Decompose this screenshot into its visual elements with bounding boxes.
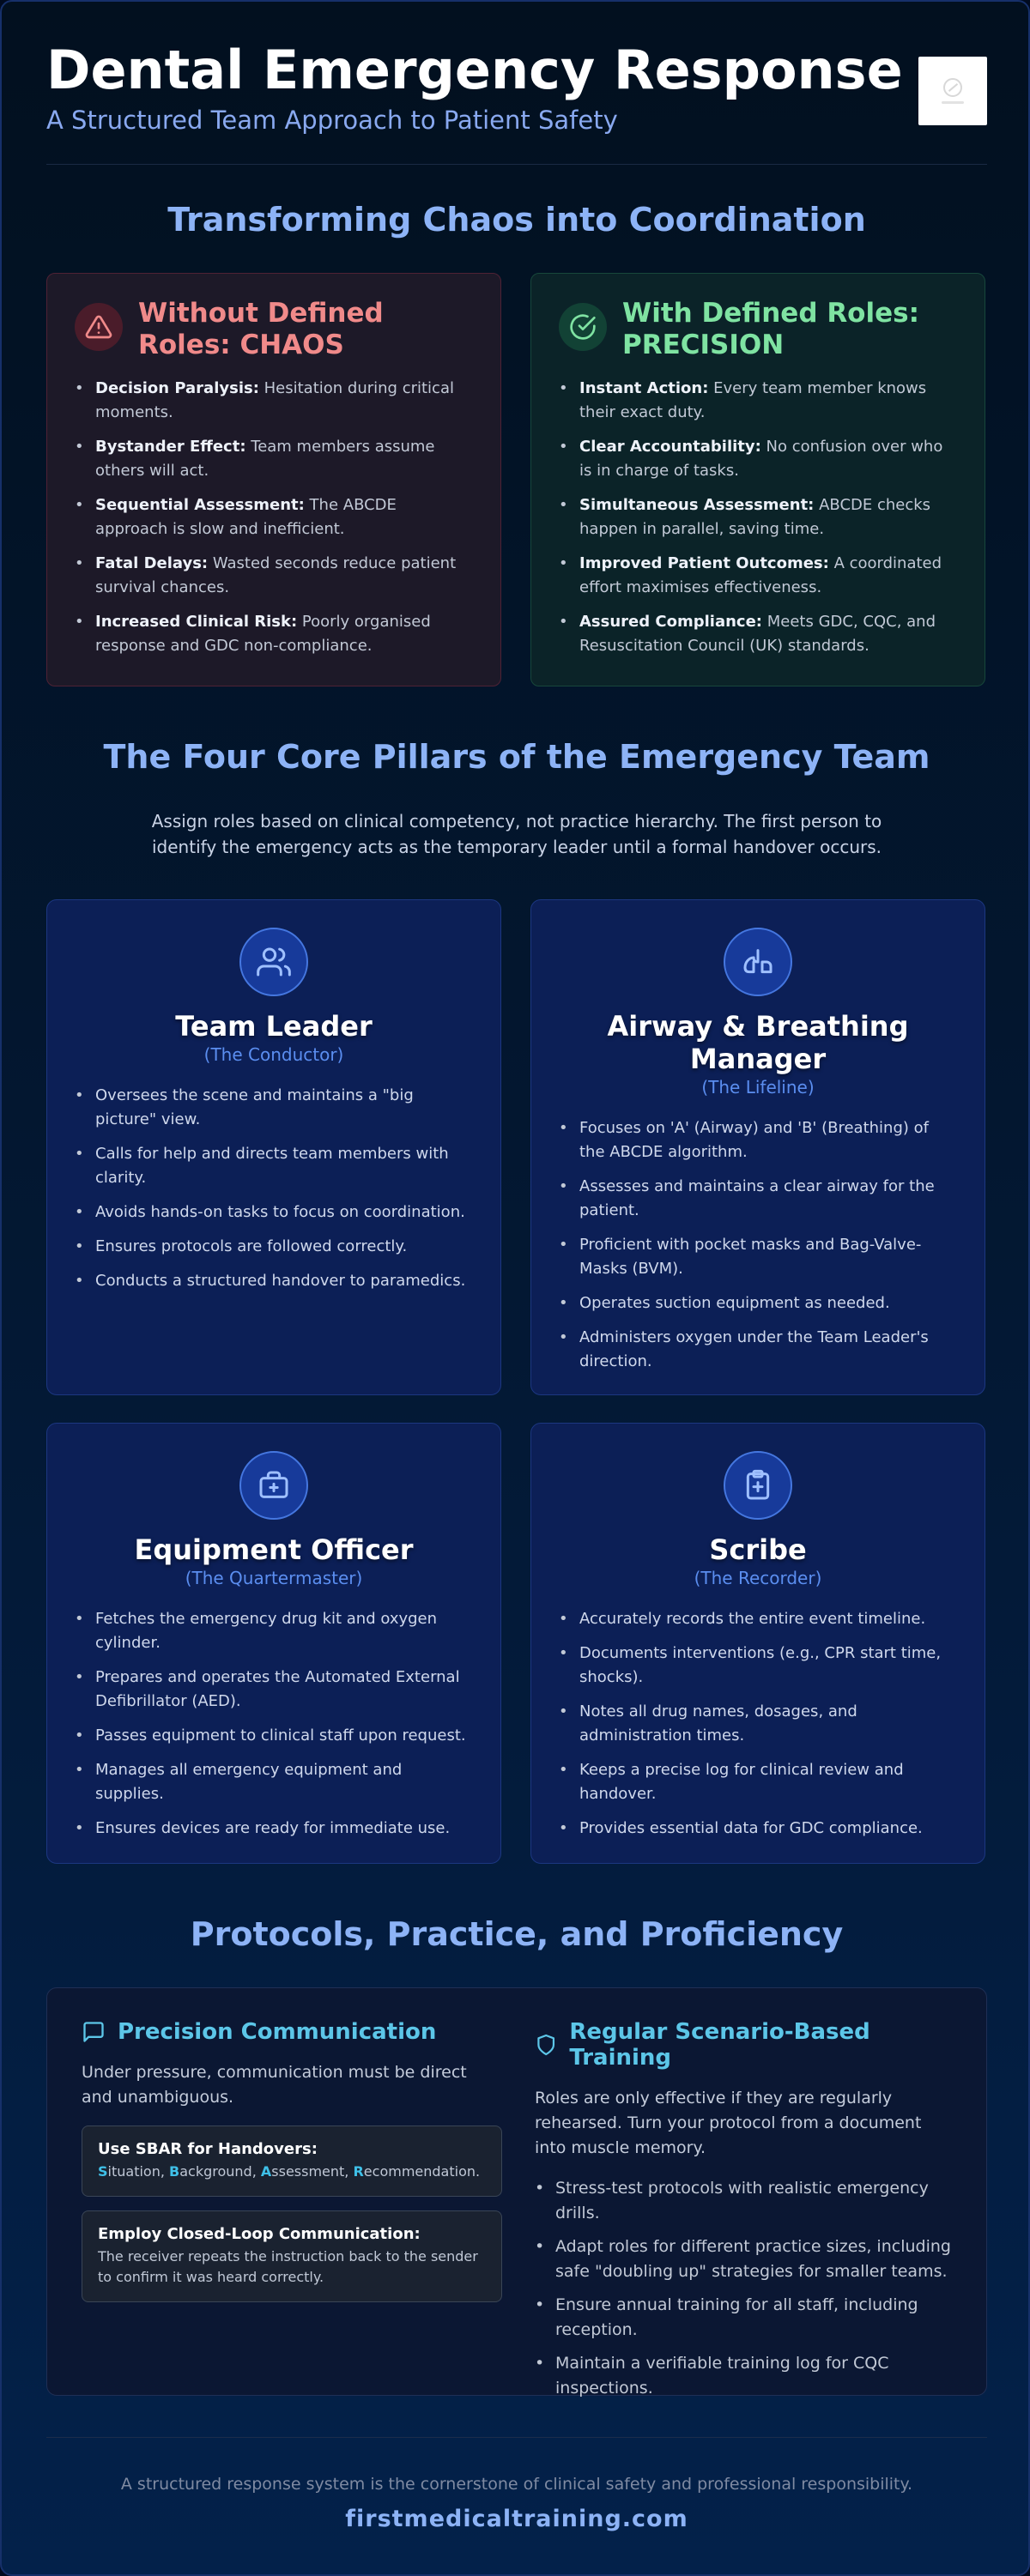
sbar-text: Situation, Background, Assessment, Recommendation. (98, 2163, 481, 2180)
role-subtitle: (The Recorder) (694, 1568, 822, 1588)
list-item: • Notes all drug names, dosages, and administration times. (559, 1700, 957, 1748)
role-duties-list (75, 1084, 473, 1293)
sbar-title: Use SBAR for Handovers: (98, 2140, 318, 2158)
warning-triangle-icon (75, 303, 123, 351)
communication-title: Precision Communication (118, 2019, 437, 2045)
role-duties-list (75, 1607, 473, 1841)
header (46, 39, 987, 165)
list-item: • Conducts a structured handover to paramedics. (75, 1269, 473, 1293)
role-title: Scribe (709, 1533, 807, 1566)
check-circle-icon (559, 303, 607, 351)
training-column (535, 2019, 955, 2410)
closed-loop-box (82, 2210, 502, 2302)
with-roles-title: With Defined Roles: PRECISION (622, 298, 919, 360)
role-subtitle: (The Conductor) (203, 1044, 344, 1065)
list-item: • Clear Accountability: No confusion over who is in charge of tasks. (559, 435, 957, 483)
closed-loop-title: Employ Closed-Loop Communication: (98, 2225, 421, 2243)
list-item: • Oversees the scene and maintains a "big picture" view. (75, 1084, 473, 1132)
list-item: • Decision Paralysis: Hesitation during critical moments. (75, 377, 473, 425)
logo-mark-icon (943, 78, 962, 97)
section-title-protocols: Protocols, Practice, and Proficiency (190, 1915, 844, 1953)
list-item: • Assesses and maintains a clear airway for the patient. (559, 1175, 957, 1223)
list-item: • Calls for help and directs team members with clarity. (75, 1142, 473, 1190)
training-list (535, 2176, 955, 2401)
list-item: • Ensures protocols are followed correctly. (75, 1235, 473, 1259)
clipboard-plus-icon (724, 1451, 792, 1520)
list-item: • Fetches the emergency drug kit and oxygen cylinder. (75, 1607, 473, 1655)
list-item: • Documents interventions (e.g., CPR start time, shocks). (559, 1642, 957, 1690)
sbar-box (82, 2126, 502, 2197)
list-item: • Simultaneous Assessment: ABCDE checks happen in parallel, saving time. (559, 493, 957, 541)
role-duties-list (559, 1607, 957, 1841)
list-item: • Avoids hands-on tasks to focus on coordination. (75, 1200, 473, 1225)
training-text: Roles are only effective if they are regularly rehearsed. Turn your protocol from a document into muscle memory. (535, 2089, 922, 2157)
list-item: • Fatal Delays: Wasted seconds reduce patient survival chances. (75, 552, 473, 600)
list-item: • Adapt roles for different practice sizes, including safe "doubling up" strategies for smaller teams. (535, 2234, 955, 2284)
medical-briefcase-icon (239, 1451, 308, 1520)
with-roles-list (559, 377, 957, 658)
footer-link[interactable]: firstmedicaltraining.com (345, 2506, 688, 2532)
communication-column (82, 2019, 502, 2316)
list-item: • Keeps a precise log for clinical review and handover. (559, 1758, 957, 1806)
role-subtitle: (The Quartermaster) (185, 1568, 363, 1588)
role-title: Airway & Breathing Manager (607, 1010, 909, 1075)
protocols-panel (46, 1987, 987, 2396)
communication-text: Under pressure, communication must be direct and unambiguous. (82, 2063, 467, 2107)
pillars-intro: Assign roles based on clinical competency, not practice hierarchy. The first person to identify the emergency acts as the temporary leader until a formal handover occurs. (151, 811, 882, 857)
list-item: • Proficient with pocket masks and Bag-Valve-Masks (BVM). (559, 1233, 957, 1281)
footer-divider (46, 2437, 987, 2438)
list-item: • Administers oxygen under the Team Leader's direction. (559, 1326, 957, 1374)
list-item: • Ensure annual training for all staff, including reception. (535, 2293, 955, 2343)
section-title-coordination: Transforming Chaos into Coordination (167, 201, 866, 239)
training-heading (535, 2019, 955, 2071)
list-item: • Provides essential data for GDC compliance. (559, 1817, 957, 1841)
without-roles-card (46, 273, 501, 686)
list-item: • Instant Action: Every team member knows their exact duty. (559, 377, 957, 425)
role-card-equipment-officer (46, 1423, 501, 1864)
with-roles-card (530, 273, 985, 686)
training-title: Regular Scenario-Based Training (569, 2019, 870, 2071)
role-card-team-leader (46, 899, 501, 1395)
page-subtitle: A Structured Team Approach to Patient Safety (46, 106, 618, 135)
list-item: • Increased Clinical Risk: Poorly organised response and GDC non-compliance. (75, 610, 473, 658)
page-title: Dental Emergency Response (46, 39, 903, 101)
list-item: • Stress-test protocols with realistic emergency drills. (535, 2176, 955, 2226)
footer-text: A structured response system is the cornerstone of clinical safety and professional responsibility. (120, 2475, 913, 2494)
communication-heading (82, 2019, 502, 2045)
list-item: • Assured Compliance: Meets GDC, CQC, and Resuscitation Council (UK) standards. (559, 610, 957, 658)
list-item: • Bystander Effect: Team members assume others will act. (75, 435, 473, 483)
list-item: • Manages all emergency equipment and supplies. (75, 1758, 473, 1806)
list-item: • Sequential Assessment: The ABCDE approach is slow and inefficient. (75, 493, 473, 541)
shield-icon (535, 2033, 557, 2057)
list-item: • Passes equipment to clinical staff upon request. (75, 1724, 473, 1748)
logo-text-mark (942, 101, 964, 104)
list-item: • Ensures devices are ready for immediate use. (75, 1817, 473, 1841)
logo (918, 57, 987, 125)
role-title: Team Leader (175, 1010, 373, 1043)
users-icon (239, 928, 308, 996)
closed-loop-text: The receiver repeats the instruction back to the sender to confirm it was heard correctly. (98, 2248, 478, 2285)
list-item: • Operates suction equipment as needed. (559, 1291, 957, 1315)
list-item: • Focuses on 'A' (Airway) and 'B' (Breathing) of the ABCDE algorithm. (559, 1116, 957, 1164)
section-title-pillars: The Four Core Pillars of the Emergency Team (103, 738, 930, 776)
lungs-icon (724, 928, 792, 996)
chat-bubble-icon (82, 2020, 106, 2044)
role-title: Equipment Officer (134, 1533, 414, 1566)
list-item: • Improved Patient Outcomes: A coordinated effort maximises effectiveness. (559, 552, 957, 600)
without-roles-list (75, 377, 473, 658)
list-item: • Prepares and operates the Automated External Defibrillator (AED). (75, 1666, 473, 1714)
role-subtitle: (The Lifeline) (701, 1077, 815, 1098)
list-item: • Maintain a verifiable training log for CQC inspections. (535, 2351, 955, 2401)
role-duties-list (559, 1116, 957, 1374)
role-card-scribe (530, 1423, 985, 1864)
role-card-airway-manager (530, 899, 985, 1395)
without-roles-title: Without Defined Roles: CHAOS (138, 298, 384, 360)
list-item: • Accurately records the entire event timeline. (559, 1607, 957, 1631)
